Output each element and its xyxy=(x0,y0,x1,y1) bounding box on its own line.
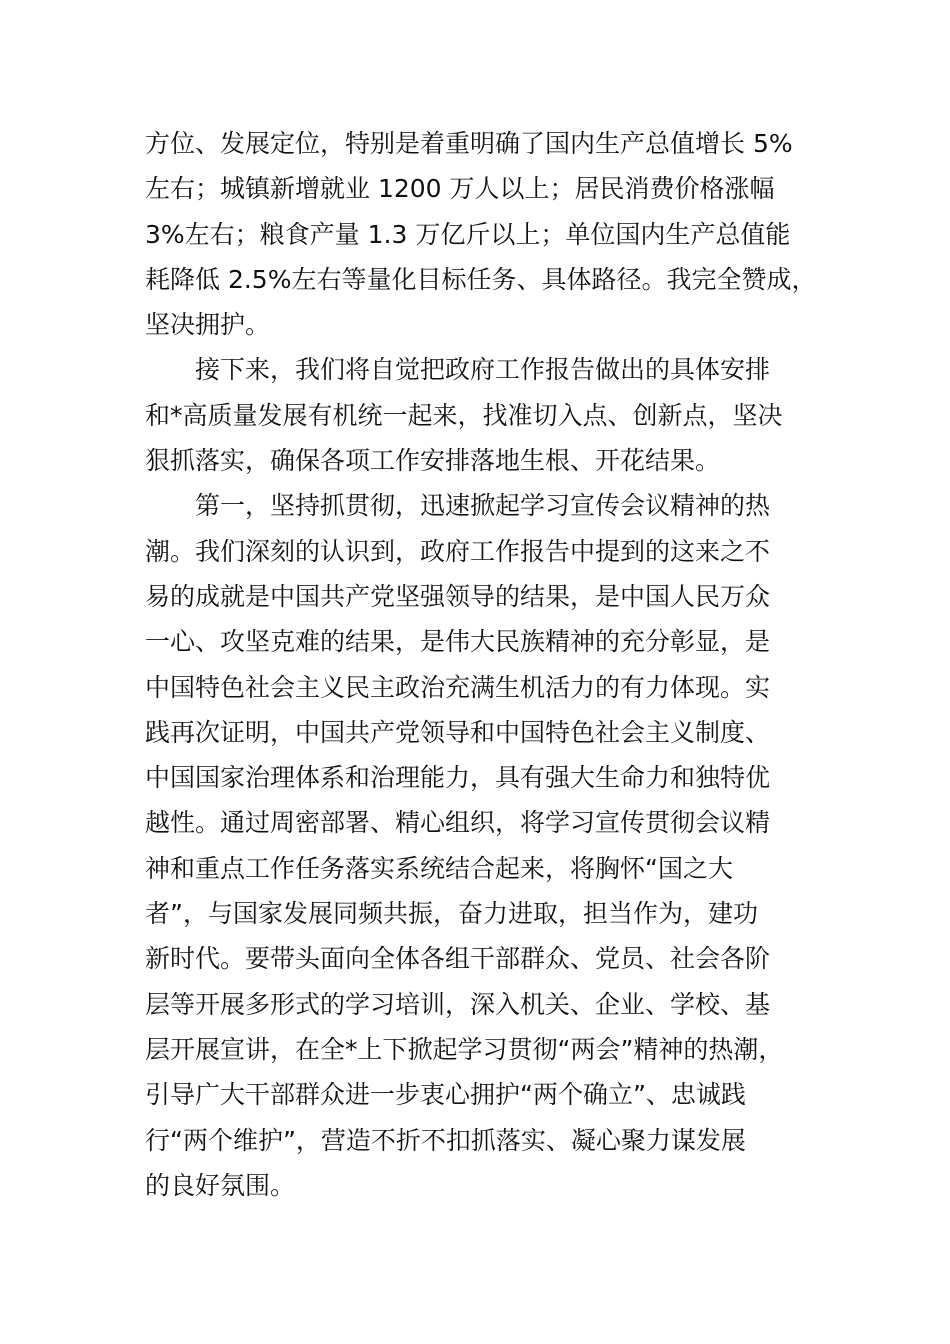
text-line: 者”，与国家发展同频共振，奋力进取，担当作为，建功 xyxy=(145,899,758,929)
text-line: 方位、发展定位，特别是着重明确了国内生产总值增长 5% xyxy=(145,129,793,158)
text-line: 新时代。要带头面向全体各组干部群众、党员、社会各阶 xyxy=(145,944,771,974)
text-line: 左右；城镇新增就业 1200 万人以上；居民消费价格涨幅 xyxy=(145,174,775,204)
text-line: 一心、攻坚克难的结果，是伟大民族精神的充分彰显，是 xyxy=(145,627,771,657)
text-line: 神和重点工作任务落实系统结合起来，将胸怀“国之大 xyxy=(145,853,733,883)
paragraph-first-line: 接下来，我们将自觉把政府工作报告做出的具体安排 xyxy=(195,355,771,385)
text-line: 的良好氛围。 xyxy=(145,1170,296,1200)
text-line: 引导广大干部群众进一步衷心拥护“两个确立”、忠诚践 xyxy=(145,1080,746,1110)
document-body xyxy=(145,121,835,1208)
text-line: 层开展宣讲，在全*上下掀起学习贯彻“两会”精神的热潮， xyxy=(145,1034,784,1064)
text-line: 坚决拥护。 xyxy=(145,310,271,340)
text-line: 层等开展多形式的学习培训，深入机关、企业、学校、基 xyxy=(145,989,771,1019)
text-line: 耗降低 2.5%左右等量化目标任务、具体路径。我完全赞成， xyxy=(145,264,817,294)
text-line: 潮。我们深刻的认识到，政府工作报告中提到的这来之不 xyxy=(145,536,771,566)
text-line: 中国国家治理体系和治理能力，具有强大生命力和独特优 xyxy=(145,763,771,793)
text-line: 越性。通过周密部署、精心组织，将学习宣传贯彻会议精 xyxy=(145,808,771,838)
text-line: 中国特色社会主义民主政治充满生机活力的有力体现。实 xyxy=(145,672,771,702)
text-line: 行“两个维护”，营造不折不扣抓落实、凝心聚力谋发展 xyxy=(145,1125,746,1155)
text-line: 践再次证明，中国共产党领导和中国特色社会主义制度、 xyxy=(145,717,771,747)
paragraph-first-line: 第一，坚持抓贯彻，迅速掀起学习宣传会议精神的热 xyxy=(195,491,771,521)
text-line: 狠抓落实，确保各项工作安排落地生根、开花结果。 xyxy=(145,446,721,476)
text-line: 3%左右；粮食产量 1.3 万亿斤以上；单位国内生产总值能 xyxy=(145,219,791,249)
text-line: 和*高质量发展有机统一起来，找准切入点、创新点，坚决 xyxy=(145,400,783,430)
text-line: 易的成就是中国共产党坚强领导的结果，是中国人民万众 xyxy=(145,581,771,611)
